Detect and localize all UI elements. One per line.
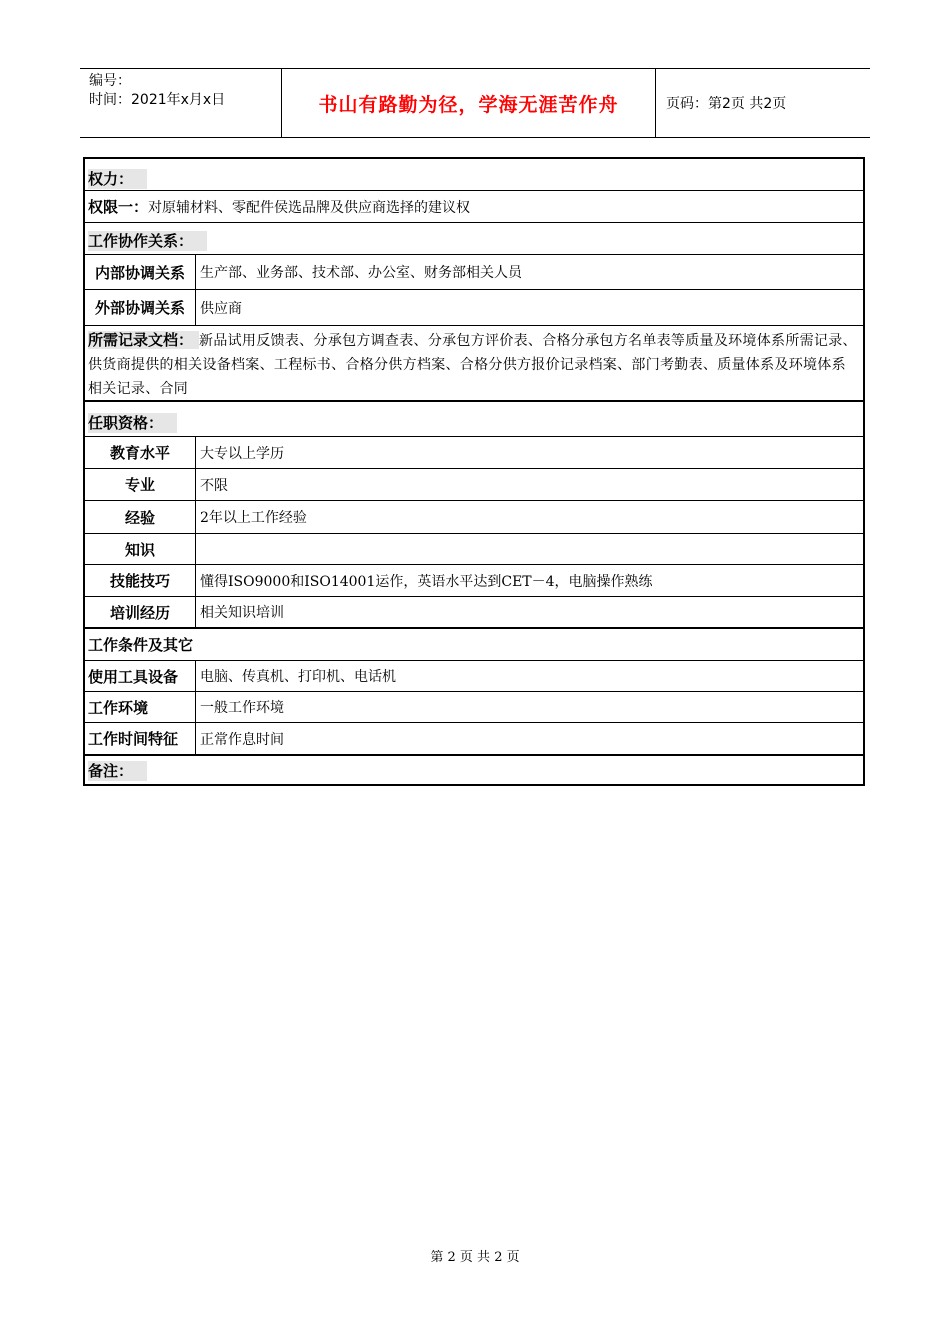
qualifications-heading: 任职资格：: [88, 413, 177, 433]
qualification-value: 相关知识培训: [200, 605, 284, 621]
qualification-label: 技能技巧: [85, 565, 196, 596]
remarks-heading: 备注：: [88, 761, 147, 781]
condition-label: 工作时间特征: [85, 723, 196, 754]
external-coordination-row: [85, 290, 863, 326]
number-label: 编号：: [89, 73, 131, 89]
qualification-label: 专业: [85, 469, 196, 500]
qualification-label: 教育水平: [85, 437, 196, 468]
time-label: 时间：2021年x月x日: [89, 92, 226, 108]
qualification-value: 2年以上工作经验: [200, 510, 307, 526]
conditions-heading: 工作条件及其它: [88, 636, 194, 654]
internal-coordination-label: 内部协调关系: [85, 255, 196, 289]
motto-text: 书山有路勤为径，学海无涯苦作舟: [318, 93, 619, 116]
qualifications-heading-row: [85, 402, 863, 437]
condition-value: 正常作息时间: [200, 731, 284, 748]
authority-heading: 权力：: [88, 169, 147, 189]
external-coordination-value: 供应商: [200, 300, 242, 317]
qualification-row: [85, 501, 863, 534]
qualification-value: 不限: [200, 477, 228, 494]
condition-label: 工作环境: [85, 692, 196, 722]
records-row: [85, 326, 863, 402]
qualification-row: [85, 534, 863, 565]
condition-value: 一般工作环境: [200, 700, 284, 716]
qualification-row: [85, 437, 863, 469]
qualification-label: 知识: [85, 534, 196, 564]
external-coordination-label: 外部协调关系: [85, 290, 196, 325]
conditions-heading-row: [85, 629, 863, 661]
qualification-row: [85, 469, 863, 501]
condition-row: [85, 723, 863, 756]
header-page-cell: [656, 69, 870, 137]
authority-item-row: [85, 191, 863, 223]
authority-item-label: 权限一：: [88, 198, 149, 216]
internal-coordination-value: 生产部、业务部、技术部、办公室、财务部相关人员: [200, 265, 522, 281]
qualification-value: 大专以上学历: [200, 445, 284, 462]
authority-item-text: 对原辅材料、零配件侯选品牌及供应商选择的建议权: [148, 200, 471, 216]
records-label: 所需记录文档：: [88, 331, 199, 349]
condition-value: 电脑、传真机、打印机、电话机: [200, 669, 396, 685]
job-description-table: [83, 157, 865, 786]
condition-row: [85, 692, 863, 723]
cooperation-heading: 工作协作关系：: [88, 231, 207, 251]
qualification-label: 培训经历: [85, 597, 196, 627]
remarks-row: [85, 756, 863, 784]
authority-heading-row: [85, 159, 863, 191]
header-meta-cell: [80, 69, 282, 137]
cooperation-heading-row: [85, 223, 863, 255]
page-label: 页码：第2页 共2页: [666, 96, 787, 112]
authority-item: [88, 197, 470, 218]
header-motto-cell: [282, 69, 656, 137]
qualification-label: 经验: [85, 501, 196, 533]
records-paragraph: [88, 328, 860, 401]
qualification-value: 懂得ISO9000和ISO14001运作，英语水平达到CET－4，电脑操作熟练: [200, 573, 653, 590]
page-footer: 第 2 页 共 2 页: [430, 1250, 520, 1265]
records-text: 新品试用反馈表、分承包方调查表、分承包方评价表、合格分承包方名单表等质量及环境体系所需记录、供货商提供的相关设备档案、工程标书、合格分供方档案、合格分供方报价记录档案、部门考勤表、质量体系及环境体系相关记录、合同: [88, 333, 857, 397]
qualification-row: [85, 597, 863, 629]
qualification-row: [85, 565, 863, 597]
internal-coordination-row: [85, 255, 863, 290]
condition-label: 使用工具设备: [85, 661, 196, 691]
condition-row: [85, 661, 863, 692]
page-header: [80, 68, 870, 138]
